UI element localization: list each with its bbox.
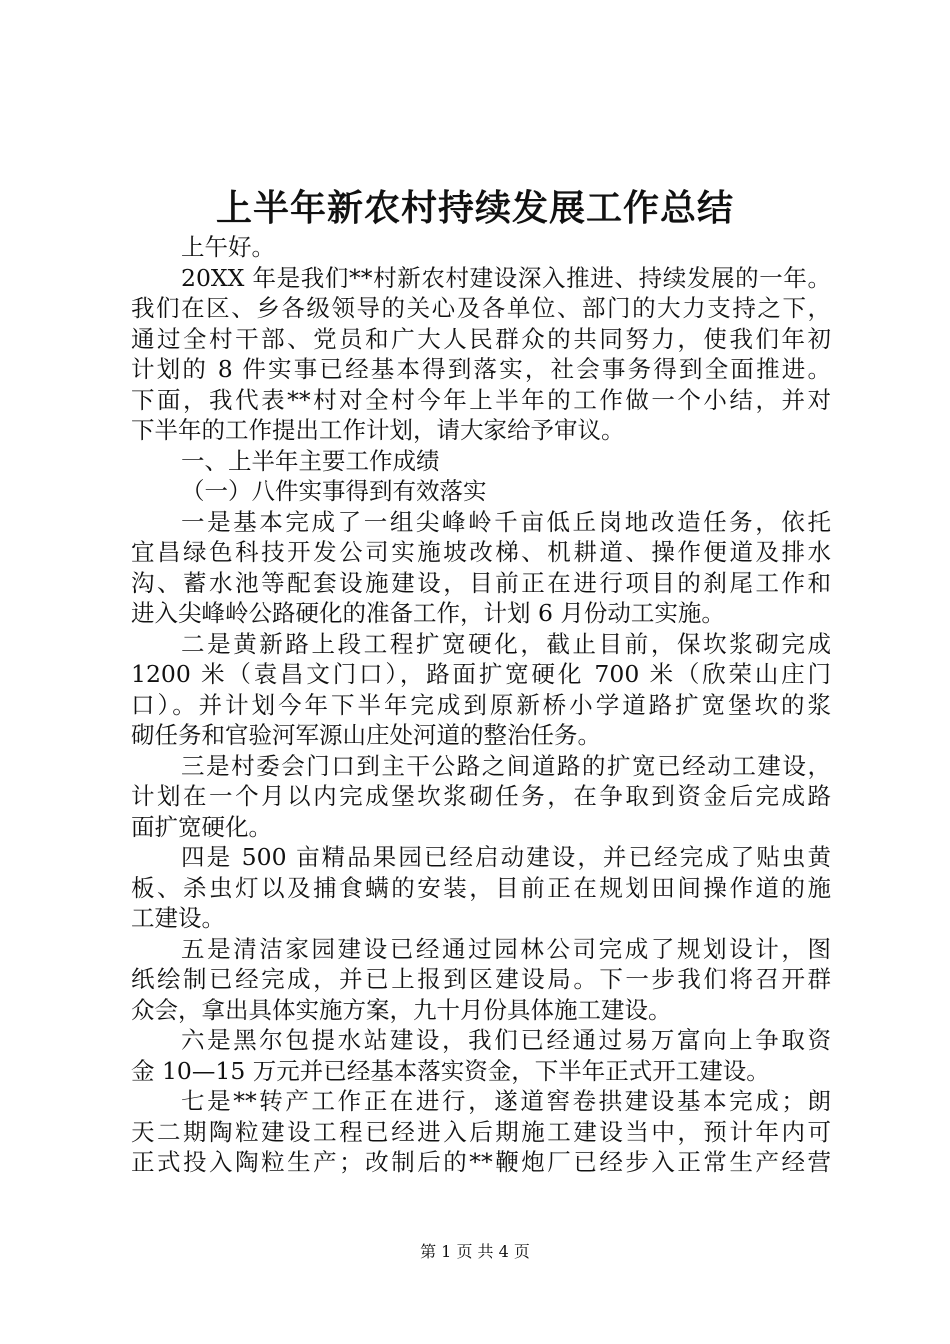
body-line: 金 10—15 万元并已经基本落实资金，下半年正式开工建设。 (131, 1056, 770, 1085)
body-line: 七是**转产工作正在进行，遂道窖卷拱建设基本完成；朗 (181, 1087, 831, 1115)
body-line: 砌任务和官验河军源山庄处河道的整治任务。 (131, 721, 601, 749)
body-line: 下面，我代表**村对全村今年上半年的工作做一个小结，并对 (131, 385, 831, 414)
document-title: 上半年新农村持续发展工作总结 (215, 187, 734, 229)
body-line: 二是黄新路上段工程扩宽硬化，截止目前，保坎浆砌完成 (181, 629, 831, 658)
body-line: 众会，拿出具体实施方案，九十月份具体施工建设。 (131, 995, 672, 1024)
body-line: 口）。并计划今年下半年完成到原新桥小学道路扩宽堡坎的浆 (131, 690, 831, 719)
body-line: 通过全村干部、党员和广大人民群众的共同努力，使我们年初 (131, 324, 831, 353)
body-line: 三是村委会门口到主干公路之间道路的扩宽已经动工建设， (181, 751, 831, 780)
body-line: 1200 米（袁昌文门口），路面扩宽硬化 700 米（欣荣山庄门 (131, 660, 831, 688)
body-line: 纸绘制已经完成，并已上报到区建设局。下一步我们将召开群 (131, 965, 831, 993)
body-line: 宜昌绿色科技开发公司实施坡改梯、机耕道、操作便道及排水 (131, 538, 831, 566)
body-line: 一是基本完成了一组尖峰岭千亩低丘岗地改造任务，依托 (181, 507, 831, 536)
body-line: 板、杀虫灯以及捕食螨的安装，目前正在规划田间操作道的施 (131, 873, 831, 902)
body-line: 20XX 年是我们**村新农村建设深入推进、持续发展的一年。 (181, 263, 831, 292)
body-line: 四是 500 亩精品果园已经启动建设，并已经完成了贴虫黄 (181, 843, 831, 871)
body-line: 计划在一个月以内完成堡坎浆砌任务，在争取到资金后完成路 (131, 782, 831, 810)
document-body (131, 232, 831, 1178)
body-line: 工建设。 (131, 904, 225, 932)
body-line: 一、上半年主要工作成绩 (181, 446, 440, 475)
body-line: 上午好。 (181, 233, 275, 261)
body-line: 正式投入陶粒生产；改制后的**鞭炮厂已经步入正常生产经营 (131, 1148, 831, 1176)
body-line: 六是黑尔包提水站建设，我们已经通过易万富向上争取资 (181, 1026, 831, 1054)
body-line: 沟、蓄水池等配套设施建设，目前正在进行项目的刹尾工作和 (131, 568, 831, 597)
body-line: 我们在区、乡各级领导的关心及各单位、部门的大力支持之下， (131, 294, 831, 322)
page-footer: 第 1 页 共 4 页 (420, 1242, 530, 1261)
body-line: 下半年的工作提出工作计划，请大家给予审议。 (131, 416, 625, 444)
body-line: 进入尖峰岭公路硬化的准备工作，计划 6 月份动工实施。 (131, 599, 725, 627)
body-line: （一）八件实事得到有效落实 (181, 477, 487, 505)
body-line: 五是清洁家园建设已经通过园林公司完成了规划设计，图 (181, 934, 831, 963)
body-line: 面扩宽硬化。 (131, 812, 272, 841)
body-line: 计划的 8 件实事已经基本得到落实，社会事务得到全面推进。 (131, 355, 831, 383)
body-line: 天二期陶粒建设工程已经进入后期施工建设当中，预计年内可 (131, 1117, 831, 1146)
